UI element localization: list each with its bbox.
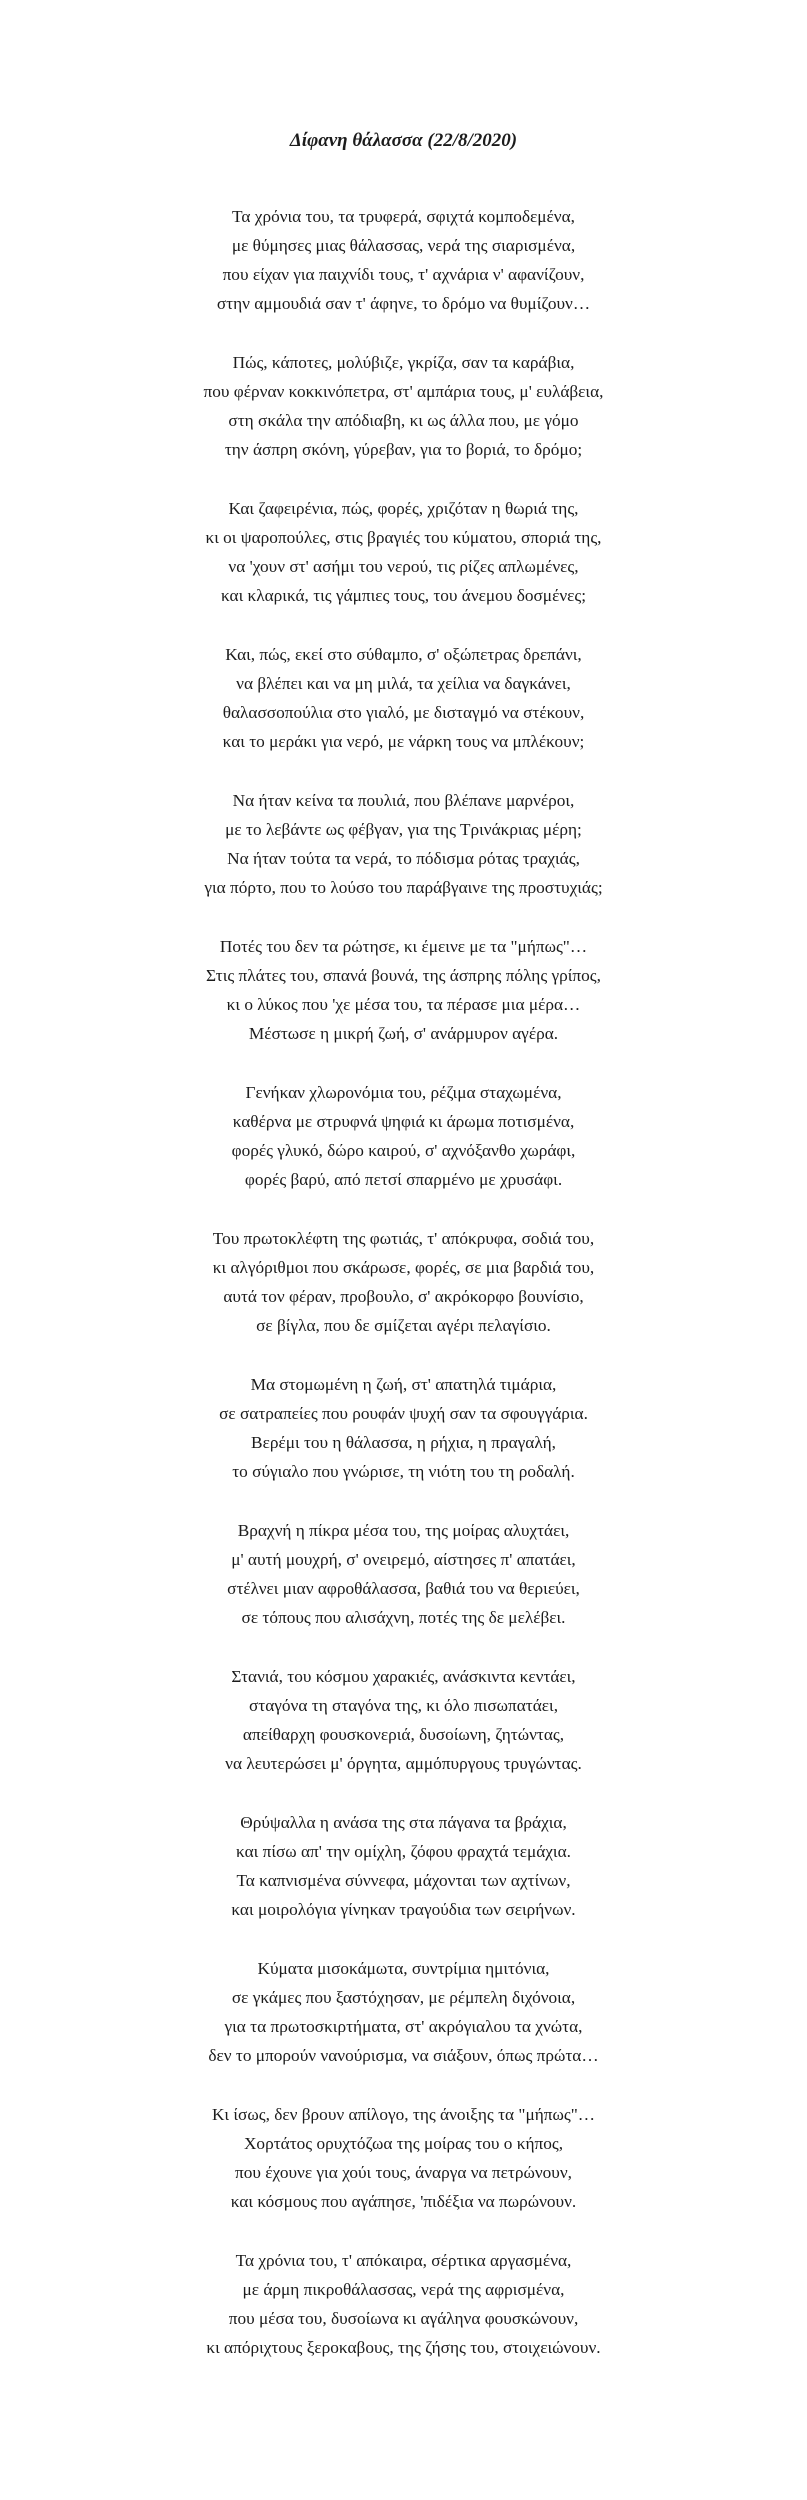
poem-line: Ποτές του δεν τα ρώτησε, κι έμεινε με τα "μήπως"…	[219, 937, 588, 956]
poem-line: κι οι ψαροπούλες, στις βραγιές του κύματου, σποριά της,	[205, 528, 602, 547]
poem-line: Στανιά, του κόσμου χαρακιές, ανάσκιντα κεντάει,	[231, 1667, 576, 1686]
poem-line: Τα καπνισμένα σύννεφα, μάχονται των αχτίνων,	[236, 1871, 571, 1890]
poem-line: και κόσμους που αγάπησε, 'πιδέξια να πωρώνουν.	[230, 2192, 577, 2211]
poem-line: στη σκάλα την απόδιαβη, κι ως άλλα που, με γόμο	[228, 411, 579, 430]
poem-stanza	[0, 1954, 807, 2100]
poem-line: αυτά τον φέραν, προβουλο, σ' ακρόκορφο βουνίσιο,	[223, 1287, 584, 1306]
poem-stanza	[0, 1808, 807, 1954]
poem-line: σε γκάμες που ξαστόχησαν, με ρέμπελη διχόνοια,	[231, 1988, 576, 2007]
poem-line: σε τόπους που αλισάχνη, ποτές της δε μελέβει.	[241, 1608, 566, 1627]
poem-stanza	[0, 2100, 807, 2246]
poem-stanza	[0, 2246, 807, 2392]
poem-line: Και, πώς, εκεί στο σύθαμπο, σ' οξώπετρας δρεπάνι,	[225, 645, 582, 664]
poem-line: και μοιρολόγια γίνηκαν τραγούδια των σειρήνων.	[231, 1900, 576, 1919]
poem-line: Και ζαφειρένια, πώς, φορές, χριζόταν η θωριά της,	[228, 499, 579, 518]
poem-line: σε σατραπείες που ρουφάν ψυχή σαν τα σφουγγάρια.	[219, 1404, 588, 1423]
poem-stanza	[0, 494, 807, 640]
poem-stanza	[0, 1516, 807, 1662]
poem-line: που έχουνε για χούι τους, άναργα να πετρώνουν,	[235, 2163, 572, 2182]
poem-stanza	[0, 640, 807, 786]
poem-line: να 'χουν στ' ασήμι του νερού, τις ρίζες απλωμένες,	[228, 557, 579, 576]
poem-title: Δίφανη θάλασσα (22/8/2020)	[289, 130, 518, 151]
poem-line: να λευτερώσει μ' όργητα, αμμόπυργους τρυγώντας.	[225, 1754, 582, 1773]
poem-line: με θύμησες μιας θάλασσας, νερά της σιαρισμένα,	[231, 236, 576, 255]
poem-line: Μα στομωμένη η ζωή, στ' απατηλά τιμάρια,	[250, 1375, 557, 1394]
poem-stanza	[0, 348, 807, 494]
poem-body	[0, 202, 807, 2392]
poem-line: Θρύψαλλα η ανάσα της στα πάγανα τα βράχια,	[240, 1813, 567, 1832]
poem-line: Του πρωτοκλέφτη της φωτιάς, τ' απόκρυφα, σοδιά του,	[212, 1229, 595, 1248]
poem-line: την άσπρη σκόνη, γύρεβαν, για το βοριά, το δρόμο;	[224, 440, 583, 459]
poem-line: Τα χρόνια του, τ' απόκαιρα, σέρτικα αργασμένα,	[235, 2251, 572, 2270]
poem-line: Βραχνή η πίκρα μέσα του, της μοίρας αλυχτάει,	[237, 1521, 570, 1540]
poem-stanza	[0, 1224, 807, 1370]
poem-line: και κλαρικά, τις γάμπιες τους, του άνεμου δοσμένες;	[220, 586, 587, 605]
poem-line: Τα χρόνια του, τα τρυφερά, σφιχτά κομποδεμένα,	[232, 207, 575, 226]
poem-line: με άρμη πικροθάλασσας, νερά της αφρισμένα,	[242, 2280, 565, 2299]
poem-line: απείθαρχη φουσκονεριά, δυσοίωνη, ζητώντας,	[242, 1725, 565, 1744]
poem-stanza	[0, 932, 807, 1078]
poem-stanza	[0, 1370, 807, 1516]
poem-line: που φέρναν κοκκινόπετρα, στ' αμπάρια τους, μ' ευλάβεια,	[203, 382, 604, 401]
poem-line: φορές γλυκό, δώρο καιρού, σ' αχνόξανθο χωράφι,	[231, 1141, 576, 1160]
poem-stanza	[0, 202, 807, 348]
poem-line: για τα πρωτοσκιρτήματα, στ' ακρόγιαλου τα χνώτα,	[224, 2017, 583, 2036]
poem-line: στέλνει μιαν αφροθάλασσα, βαθιά του να θεριεύει,	[227, 1579, 580, 1598]
poem-line: Μέστωσε η μικρή ζωή, σ' ανάρμυρον αγέρα.	[248, 1024, 559, 1043]
poem-line: Πώς, κάποτες, μολύβιζε, γκρίζα, σαν τα καράβια,	[232, 353, 575, 372]
poem-line: κι απόριχτους ξεροκαβους, της ζήσης του, στοιχειώνουν.	[206, 2338, 601, 2357]
poem-line: Γενήκαν χλωρονόμια του, ρέζιμα σταχωμένα,	[245, 1083, 562, 1102]
poem-line: Να ήταν κείνα τα πουλιά, που βλέπανε μαρνέροι,	[232, 791, 575, 810]
poem-line: Να ήταν τούτα τα νερά, το πόδισμα ρότας τραχιάς,	[227, 849, 580, 868]
poem-line: να βλέπει και να μη μιλά, τα χείλια να δαγκάνει,	[236, 674, 571, 693]
poem-line: με το λεβάντε ως φέβγαν, για της Τρινάκριας μέρη;	[225, 820, 582, 839]
poem-line: και το μεράκι για νερό, με νάρκη τους να μπλέκουν;	[222, 732, 585, 751]
poem-line: Χορτάτος ορυχτόζωα της μοίρας του ο κήπος,	[243, 2134, 564, 2153]
poem-line: που μέσα του, δυσοίωνα κι αγάληνα φουσκώνουν,	[228, 2309, 579, 2328]
poem-stanza	[0, 1078, 807, 1224]
poem-stanza	[0, 1662, 807, 1808]
poem-line: Κύματα μισοκάμωτα, συντρίμια ημιτόνια,	[257, 1959, 550, 1978]
poem-stanza	[0, 786, 807, 932]
poem-line: μ' αυτή μουχρή, σ' ονειρεμό, αίστησες π' απατάει,	[231, 1550, 576, 1569]
poem-line: σε βίγλα, που δε σμίζεται αγέρι πελαγίσιο.	[256, 1316, 551, 1335]
poem-line: φορές βαρύ, από πετσί σπαρμένο με χρυσάφι.	[244, 1170, 563, 1189]
poem-line: δεν το μπορούν νανούρισμα, να σιάξουν, όπως πρώτα…	[208, 2046, 599, 2065]
poem-line: Στις πλάτες του, σπανά βουνά, της άσπρης πόλης γρίπος,	[206, 966, 601, 985]
poem-line: και πίσω απ' την ομίχλη, ζόφου φραχτά τεμάχια.	[236, 1842, 571, 1861]
poem-line: στην αμμουδιά σαν τ' άφηνε, το δρόμο να θυμίζουν…	[216, 294, 591, 313]
poem-line: το σύγιαλο που γνώρισε, τη νιότη του τη ροδαλή.	[232, 1462, 575, 1481]
poem-line: για πόρτο, που το λούσο του παράβγαινε της προστυχιάς;	[204, 878, 603, 897]
poem-line: καθέρνα με στρυφνά ψηφιά κι άρωμα ποτισμένα,	[232, 1112, 575, 1131]
poem-line: που είχαν για παιχνίδι τους, τ' αχνάρια ν' αφανίζουν,	[222, 265, 585, 284]
poem-line: Βερέμι του η θάλασσα, η ρήχια, η πραγαλή,	[251, 1433, 556, 1452]
poem-line: κι ο λύκος που 'χε μέσα του, τα πέρασε μια μέρα…	[226, 995, 581, 1014]
poem-line: θαλασσοπούλια στο γιαλό, με δισταγμό να στέκουν,	[222, 703, 585, 722]
poem-line: σταγόνα τη σταγόνα της, κι όλο πισωπατάει,	[248, 1696, 559, 1715]
poem-line: Κι ίσως, δεν βρουν απίλογο, της άνοιξης τα "μήπως"…	[211, 2105, 596, 2124]
poem-line: κι αλγόριθμοι που σκάρωσε, φορές, σε μια βαρδιά του,	[212, 1258, 595, 1277]
